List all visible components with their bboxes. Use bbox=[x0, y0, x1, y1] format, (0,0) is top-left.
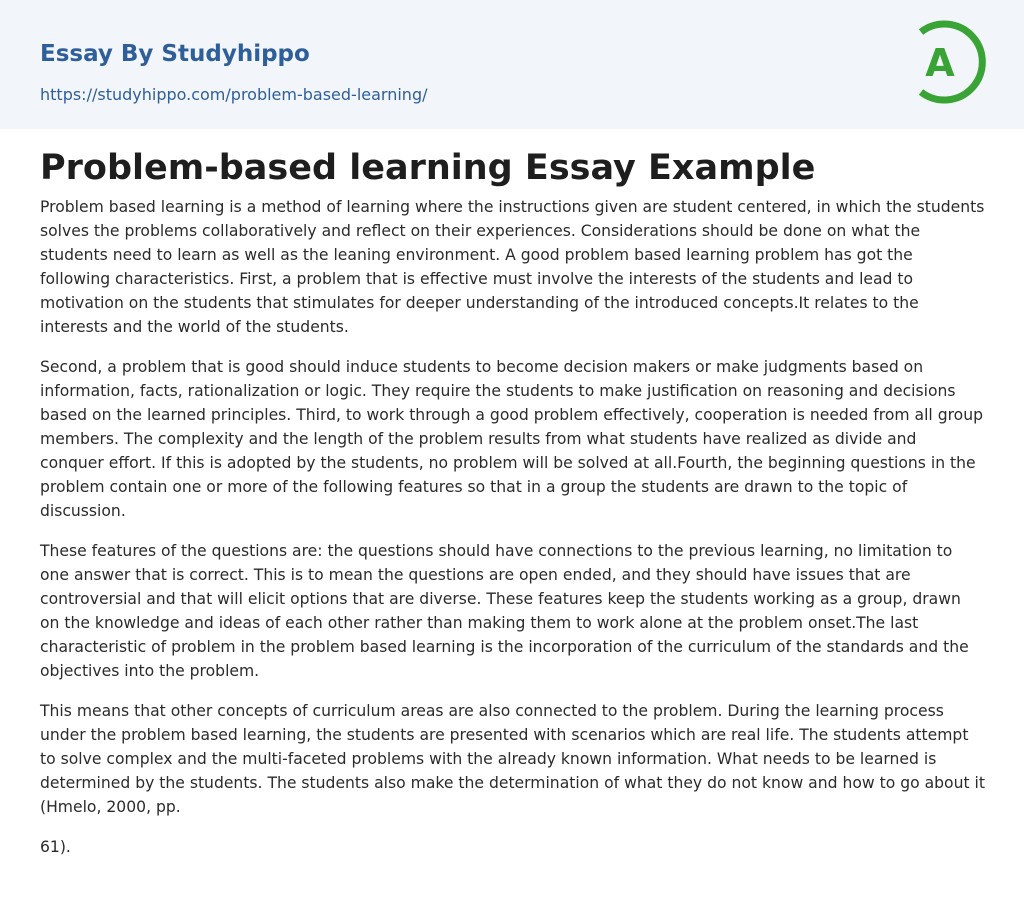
paragraph-1: Problem based learning is a method of learning where the instructions given are student centered, in which the students solves the problems collaboratively and reflect on their experiences. Considerations should be done on what the students need to learn as well as the leaning environment. A good problem based learning problem has got the following characteristics. First, a problem that is effective must involve the interests of the students and lead to motivation on the students that stimulates for deeper understanding of the introduced concepts.It relates to the interests and the world of the students. bbox=[40, 198, 985, 336]
paragraph-5: 61). bbox=[40, 838, 71, 856]
studyhippo-logo-icon[interactable] bbox=[913, 18, 987, 106]
essay-title: Problem-based learning Essay Example bbox=[40, 148, 816, 188]
paragraph-4: This means that other concepts of curriculum areas are also connected to the problem. During the learning process under the problem based learning, the students are presented with scenarios which are real life. The students attempt to solve complex and the multi-faceted problems with the already known information. What needs to be learned is determined by the students. The students also make the determination of what they do not know and how to go about it (Hmelo, 2000, pp. bbox=[40, 702, 985, 816]
brand-title: Essay By Studyhippo bbox=[40, 41, 310, 67]
page-header bbox=[0, 0, 1024, 129]
paragraph-3: These features of the questions are: the questions should have connections to the previous learning, no limitation to one answer that is correct. This is to mean the questions are open ended, and they should have issues that are controversial and that will elicit options that are diverse. These features keep the students working as a group, drawn on the knowledge and ideas of each other rather than making them to work alone at the problem onset.The last characteristic of problem in the problem based learning is the incorporation of the curriculum of the standards and the objectives into the problem. bbox=[40, 542, 969, 680]
article bbox=[40, 145, 985, 875]
paragraph-2: Second, a problem that is good should induce students to become decision makers or make judgments based on information, facts, rationalization or logic. They require the students to make justification on reasoning and decisions based on the learned principles. Third, to work through a good problem effectively, cooperation is needed from all group members. The complexity and the length of the problem results from what students have realized as divide and conquer effort. If this is adopted by the students, no problem will be solved at all.Fourth, the beginning questions in the problem contain one or more of the following features so that in a group the students are drawn to the topic of discussion. bbox=[40, 358, 983, 520]
logo-letter: A bbox=[925, 41, 955, 85]
source-url-link[interactable]: https://studyhippo.com/problem-based-learning/ bbox=[40, 85, 428, 104]
